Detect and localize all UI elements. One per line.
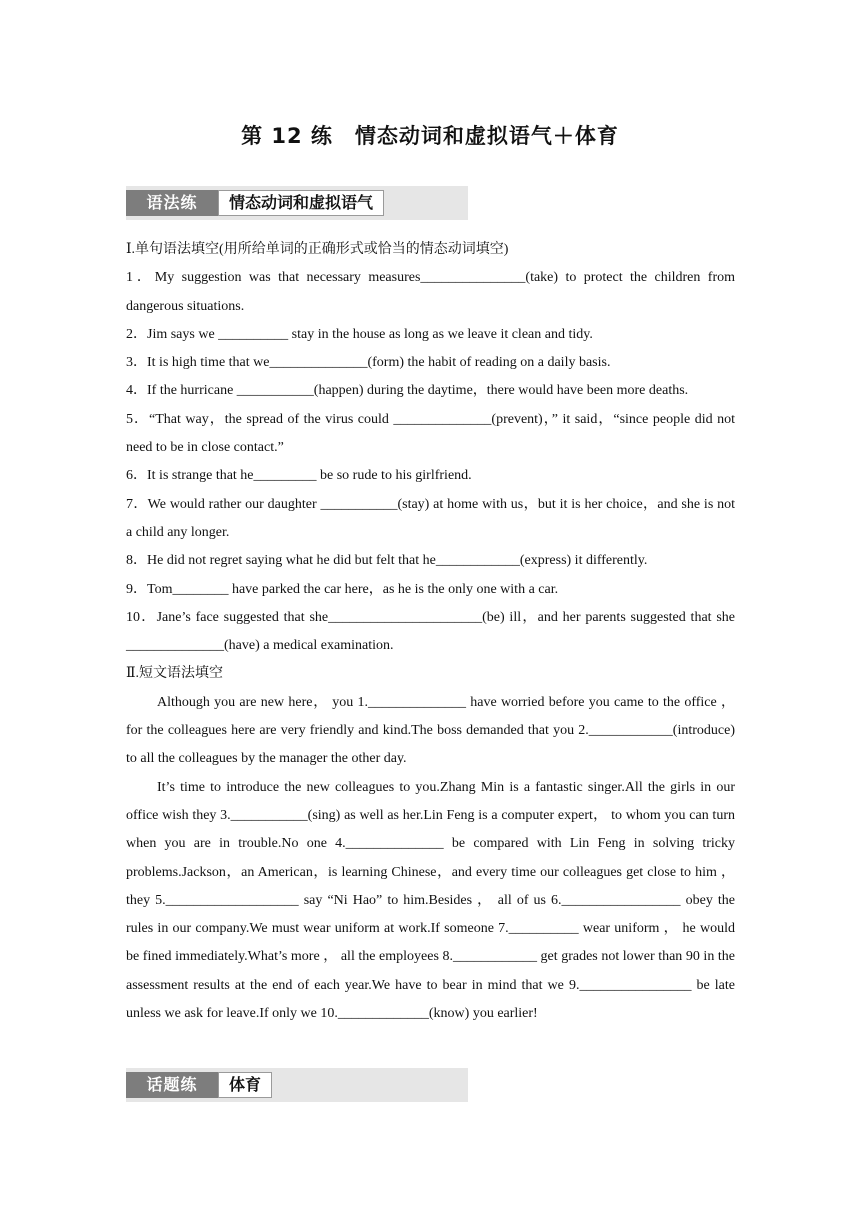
question-item: 2．Jim says we __________ stay in the house as long as we leave it clean and tidy.: [126, 326, 593, 342]
passage-paragraph: Although you are new here， you 1.______________ have worried before you came to the office ， for the colleagues here are very friendly and kind.The boss demanded that you 2.____________(introduce) to all the colleagues by the manager the other day.: [126, 694, 735, 767]
banner-label: 情态动词和虚拟语气: [218, 190, 384, 216]
section-heading: Ⅱ.短文语法填空: [126, 666, 224, 682]
question-item: 1．My suggestion was that necessary measures_______________(take) to protect the children from dangerous situations.: [126, 270, 735, 314]
exercise-content: [126, 236, 735, 1028]
banner-tag: 语法练: [126, 190, 218, 216]
question-item: 7．We would rather our daughter ___________(stay) at home with us，but it is her choice，and she is not a child any longer.: [126, 496, 735, 540]
section-banner-grammar: [126, 186, 468, 220]
passage-paragraph: It’s time to introduce the new colleagues to you.Zhang Min is a fantastic singer.All the girls in our office wish they 3.___________(sing) as well as her.Lin Feng is a computer expert， to whom you can turn when you are in trouble.No one 4.______________ be compared with Lin Feng in solving tricky problems.Jackson，an American，is learning Chinese，and every time our colleagues get close to him ， they 5.___________________ say “Ni Hao” to him.Besides ， all of us 6._________________ obey the rules in our company.We must wear uniform at work.If someone 7.__________ wear uniform ， he would be fined immediately.What’s more ， all the employees 8.____________ get grades not lower than 90 in the assessment results at the end of each year.We have to bear in mind that we 9.________________ be late unless we ask for leave.If only we 10._____________(know) you earlier!: [126, 779, 735, 1022]
question-item: 5．“That way，the spread of the virus could ______________(prevent)，” it said，“since people did not need to be in close contact.”: [126, 411, 735, 456]
question-item: 9．Tom________ have parked the car here，as he is the only one with a car.: [126, 581, 559, 597]
question-item: 3．It is high time that we______________(form) the habit of reading on a daily basis.: [126, 355, 611, 371]
banner-tag: 话题练: [126, 1072, 218, 1098]
section-banner-topic: [126, 1068, 468, 1102]
question-item: 8．He did not regret saying what he did but felt that he____________(express) it differently.: [126, 553, 648, 569]
page-title: 第 12 练 情态动词和虚拟语气＋体育: [241, 124, 619, 148]
banner-label: 体育: [218, 1072, 272, 1098]
question-item: 10．Jane’s face suggested that she______________________(be) ill，and her parents suggested that she ______________(have) a medical examination.: [126, 609, 735, 654]
question-item: 4．If the hurricane ___________(happen) during the daytime，there would have been more deaths.: [126, 383, 689, 399]
section-heading: Ⅰ.单句语法填空(用所给单词的正确形式或恰当的情态动词填空): [126, 242, 509, 257]
question-item: 6．It is strange that he_________ be so rude to his girlfriend.: [126, 468, 472, 484]
